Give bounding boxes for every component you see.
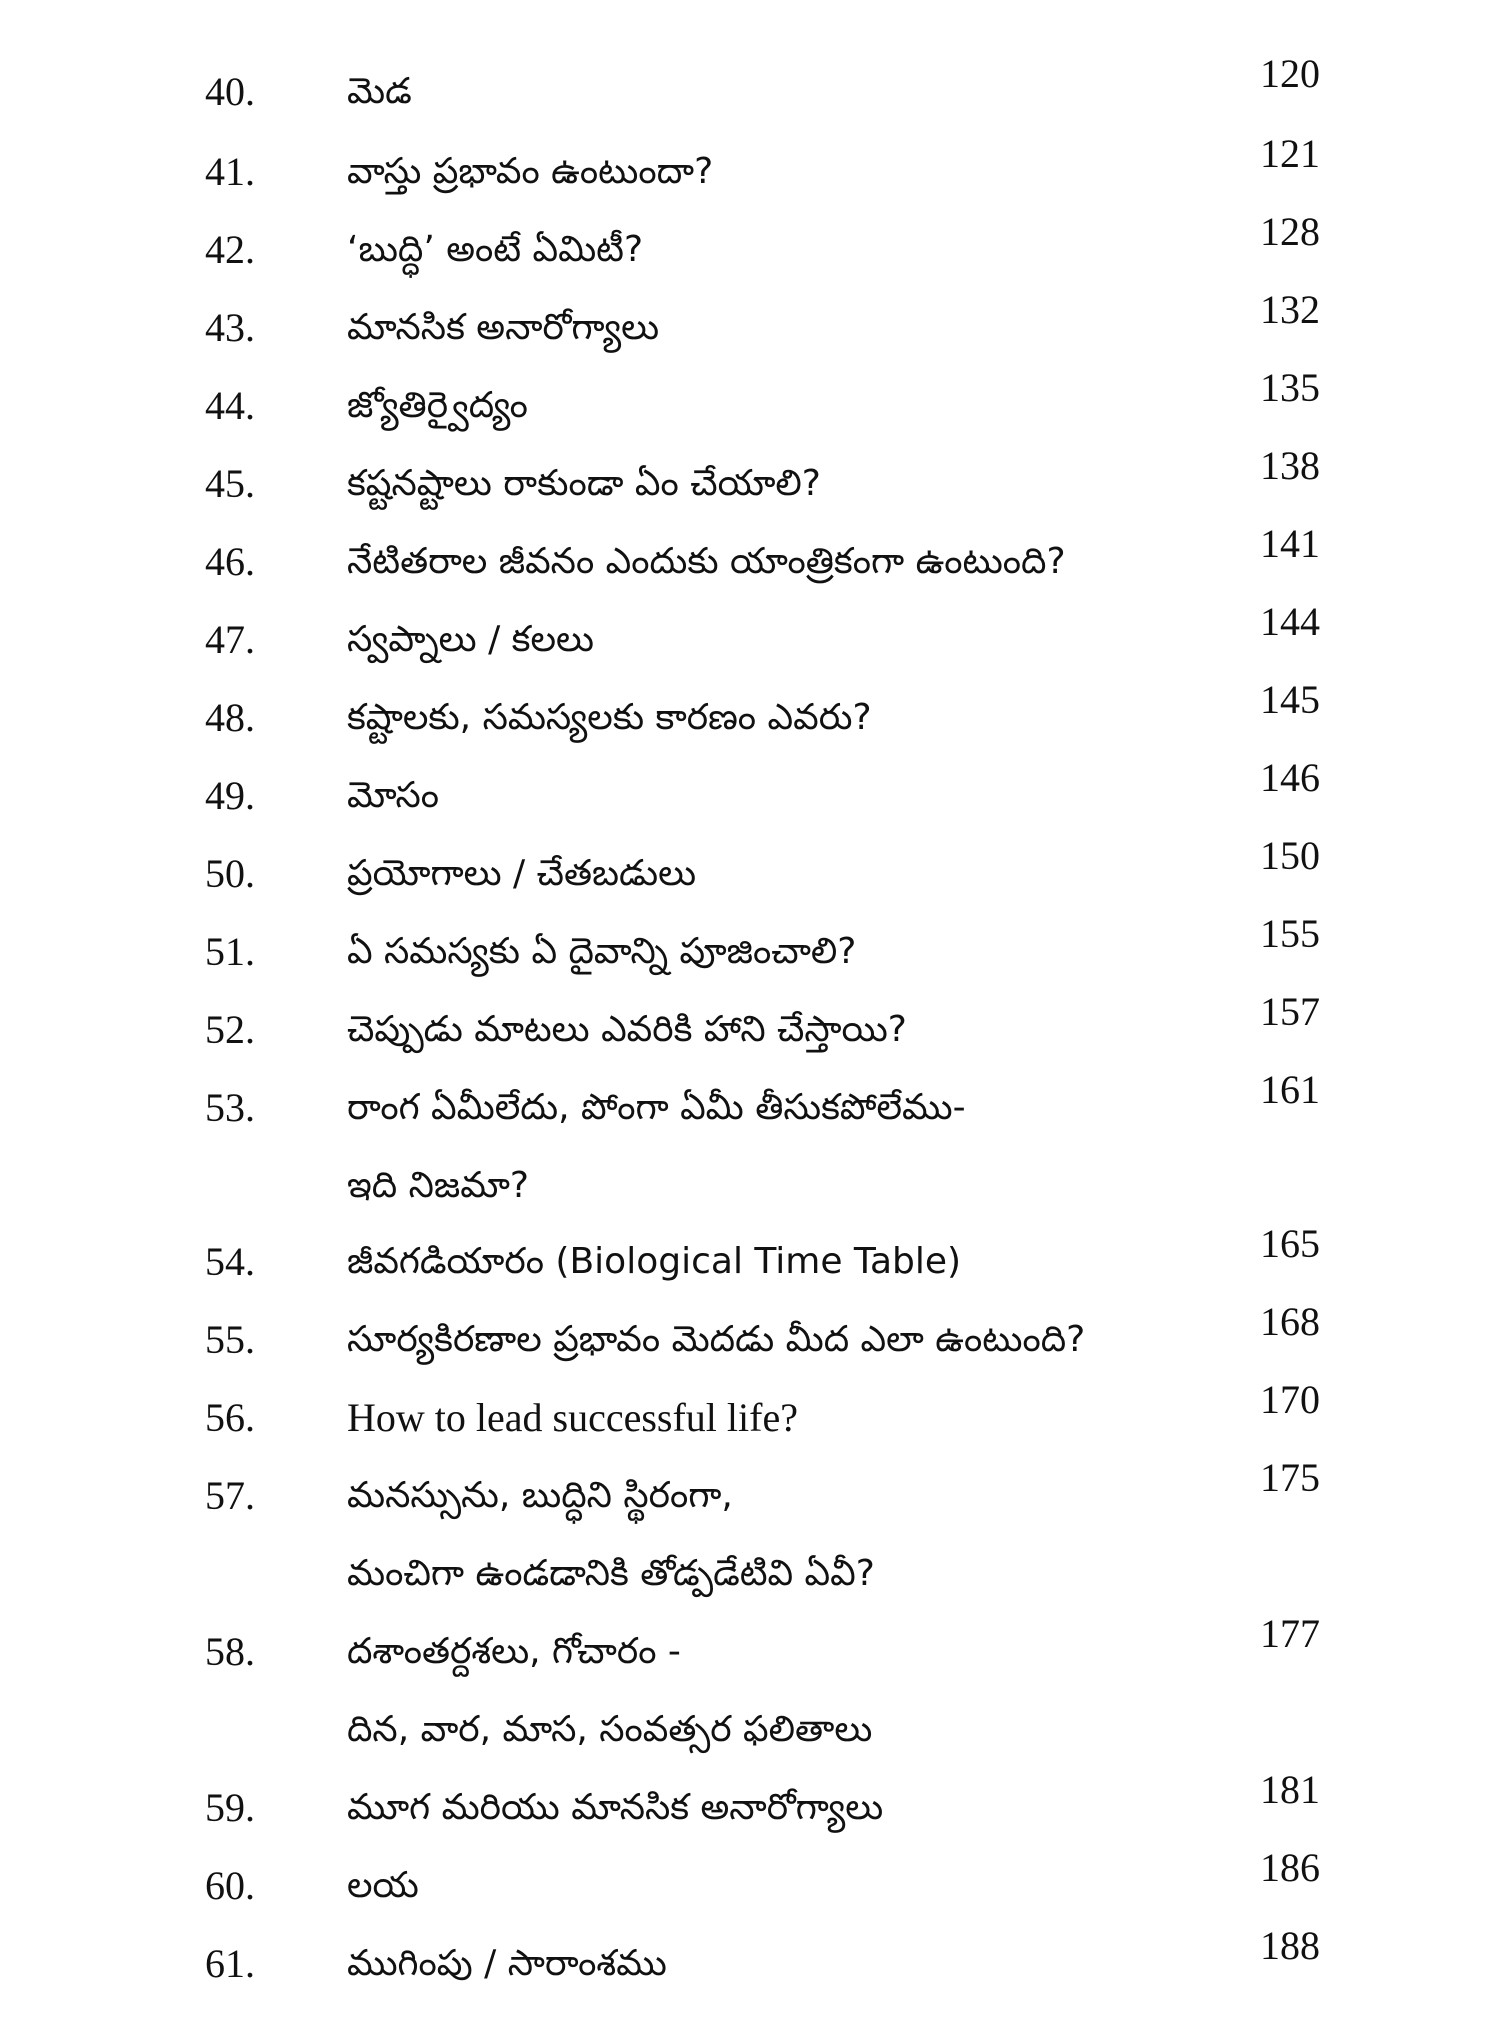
toc-entry-number: 47. (205, 617, 255, 662)
toc-entry-title-line: లయ (347, 1865, 419, 1906)
toc-entry-number: 58. (205, 1629, 255, 1674)
toc-entry-title-line: ఇది నిజమా? (347, 1165, 530, 1206)
toc-entry (205, 1378, 1320, 1458)
toc-entry-number: 50. (205, 851, 255, 896)
toc-entry-title-line: కష్టనష్టాలు రాకుండా ఏం చేయాలి? (347, 463, 821, 504)
toc-entry-title-line: మంచిగా ఉండడానికి తోడ్పడేటివి ఏవీ? (347, 1553, 875, 1594)
toc-entry-title-line: జ్యోతిర్వైద్యం (347, 385, 528, 426)
toc-entry-title (347, 1942, 1187, 2020)
toc-entry-title-line: ముగింపు / సారాంశము (347, 1943, 667, 1984)
toc-entry-number: 52. (205, 1007, 255, 1052)
toc-entry-page-number: 170 (1260, 1377, 1320, 1422)
toc-entry-number: 61. (205, 1941, 255, 1986)
toc-entry-page-number: 138 (1260, 443, 1320, 488)
toc-entry (205, 132, 1320, 212)
toc-entry (205, 1846, 1320, 1926)
toc-entry-page-number: 155 (1260, 911, 1320, 956)
toc-entry-number: 49. (205, 773, 255, 818)
toc-entry (205, 756, 1320, 836)
toc-entry-title-line: జీవగడియారం (Biological Time Table) (347, 1241, 962, 1282)
toc-entry-number: 43. (205, 305, 255, 350)
toc-entry-page-number: 141 (1260, 521, 1320, 566)
toc-entry (205, 522, 1320, 602)
toc-entry (205, 210, 1320, 290)
toc-entry-number: 60. (205, 1863, 255, 1908)
toc-entry-title-line: కష్టాలకు, సమస్యలకు కారణం ఎవరు? (347, 697, 872, 738)
toc-entry-page-number: 181 (1260, 1767, 1320, 1812)
toc-entry-page-number: 144 (1260, 599, 1320, 644)
toc-entry-page-number: 146 (1260, 755, 1320, 800)
toc-entry-number: 45. (205, 461, 255, 506)
toc-entry (205, 1222, 1320, 1302)
toc-entry-page-number: 150 (1260, 833, 1320, 878)
toc-entry-number: 53. (205, 1085, 255, 1130)
toc-entry (205, 1924, 1320, 2004)
toc-entry-number: 55. (205, 1317, 255, 1362)
toc-entry-number: 41. (205, 149, 255, 194)
toc-entry-page-number: 132 (1260, 287, 1320, 332)
toc-entry (205, 1611, 1320, 1750)
toc-entry (205, 990, 1320, 1070)
toc-entry-number: 56. (205, 1395, 255, 1440)
toc-entry-title-line: వాస్తు ప్రభావం ఉంటుందా? (347, 151, 714, 192)
toc-entry (205, 288, 1320, 368)
toc-entry-title-line: How to lead successful life? (347, 1395, 798, 1440)
toc-entry-number: 57. (205, 1473, 255, 1518)
toc-entry-number: 44. (205, 383, 255, 428)
toc-entry-number: 42. (205, 227, 255, 272)
toc-entry-title-line: దిన, వార, మాస, సంవత్సర ఫలితాలు (347, 1709, 873, 1750)
toc-entry-title-line: ప్రయోగాలు / చేతబడులు (347, 853, 697, 894)
toc-entry-title-line: ఏ సమస్యకు ఏ దైవాన్ని పూజించాలి? (347, 931, 857, 972)
toc-entry-page-number: 120 (1260, 51, 1320, 96)
toc-entry-page-number: 168 (1260, 1299, 1320, 1344)
toc-entry-title-line: ‘బుద్ధి’ అంటే ఏమిటీ? (347, 229, 644, 270)
toc-entry-page-number: 186 (1260, 1845, 1320, 1890)
toc-entry (205, 600, 1320, 680)
toc-entry (205, 834, 1320, 914)
toc-entry-page-number: 175 (1260, 1455, 1320, 1500)
toc-entry-number: 54. (205, 1239, 255, 1284)
toc-entry (205, 444, 1320, 524)
toc-entry-page-number: 188 (1260, 1923, 1320, 1968)
toc-entry (205, 366, 1320, 446)
toc-entry-title-line: మోసం (347, 775, 440, 816)
toc-entry-title-line: దశాంతర్దశలు, గోచారం - (347, 1631, 681, 1672)
toc-entry-title-line: సూర్యకిరణాల ప్రభావం మెదడు మీద ఎలా ఉంటుంది? (347, 1319, 1086, 1360)
toc-entry-title-line: మూగ మరియు మానసిక అనారోగ్యాలు (347, 1787, 884, 1828)
toc-entry (205, 912, 1320, 992)
toc-entry-page-number: 128 (1260, 209, 1320, 254)
toc-entry-title-line: మనస్సును, బుద్ధిని స్థిరంగా, (347, 1475, 733, 1516)
toc-entry (205, 678, 1320, 758)
toc-entry-number: 51. (205, 929, 255, 974)
toc-entry-number: 48. (205, 695, 255, 740)
toc-entry-title (347, 1474, 1187, 1630)
toc-entry-title-line: రాంగ ఏమీలేదు, పోంగా ఏమీ తీసుకపోలేము- (347, 1087, 966, 1128)
toc-entry-number: 59. (205, 1785, 255, 1830)
toc-entry (205, 52, 1320, 132)
toc-entry (205, 1300, 1320, 1380)
toc-entry-page-number: 157 (1260, 989, 1320, 1034)
toc-entry-page-number: 161 (1260, 1067, 1320, 1112)
toc-entry-title-line: మానసిక అనారోగ్యాలు (347, 307, 660, 348)
toc-entry-title-line: స్వప్నాలు / కలలు (347, 619, 594, 660)
toc-entry-title-line: మెడ (347, 71, 412, 112)
toc-entry (205, 1768, 1320, 1848)
toc-entry-page-number: 145 (1260, 677, 1320, 722)
toc-entry (205, 1067, 1320, 1206)
toc-entry-title-line: చెప్పుడు మాటలు ఎవరికి హాని చేస్తాయి? (347, 1009, 907, 1050)
toc-entry-number: 40. (205, 69, 255, 114)
toc-entry-title-line: నేటితరాల జీవనం ఎందుకు యాంత్రికంగా ఉంటుంది? (347, 541, 1066, 582)
toc-entry-title (347, 1086, 1187, 1242)
toc-entry (205, 1455, 1320, 1594)
toc-entry-page-number: 165 (1260, 1221, 1320, 1266)
toc-entry-number: 46. (205, 539, 255, 584)
toc-entry-page-number: 135 (1260, 365, 1320, 410)
toc-entry-page-number: 121 (1260, 131, 1320, 176)
toc-entry-title (347, 1630, 1187, 1786)
toc-entry-page-number: 177 (1260, 1611, 1320, 1656)
